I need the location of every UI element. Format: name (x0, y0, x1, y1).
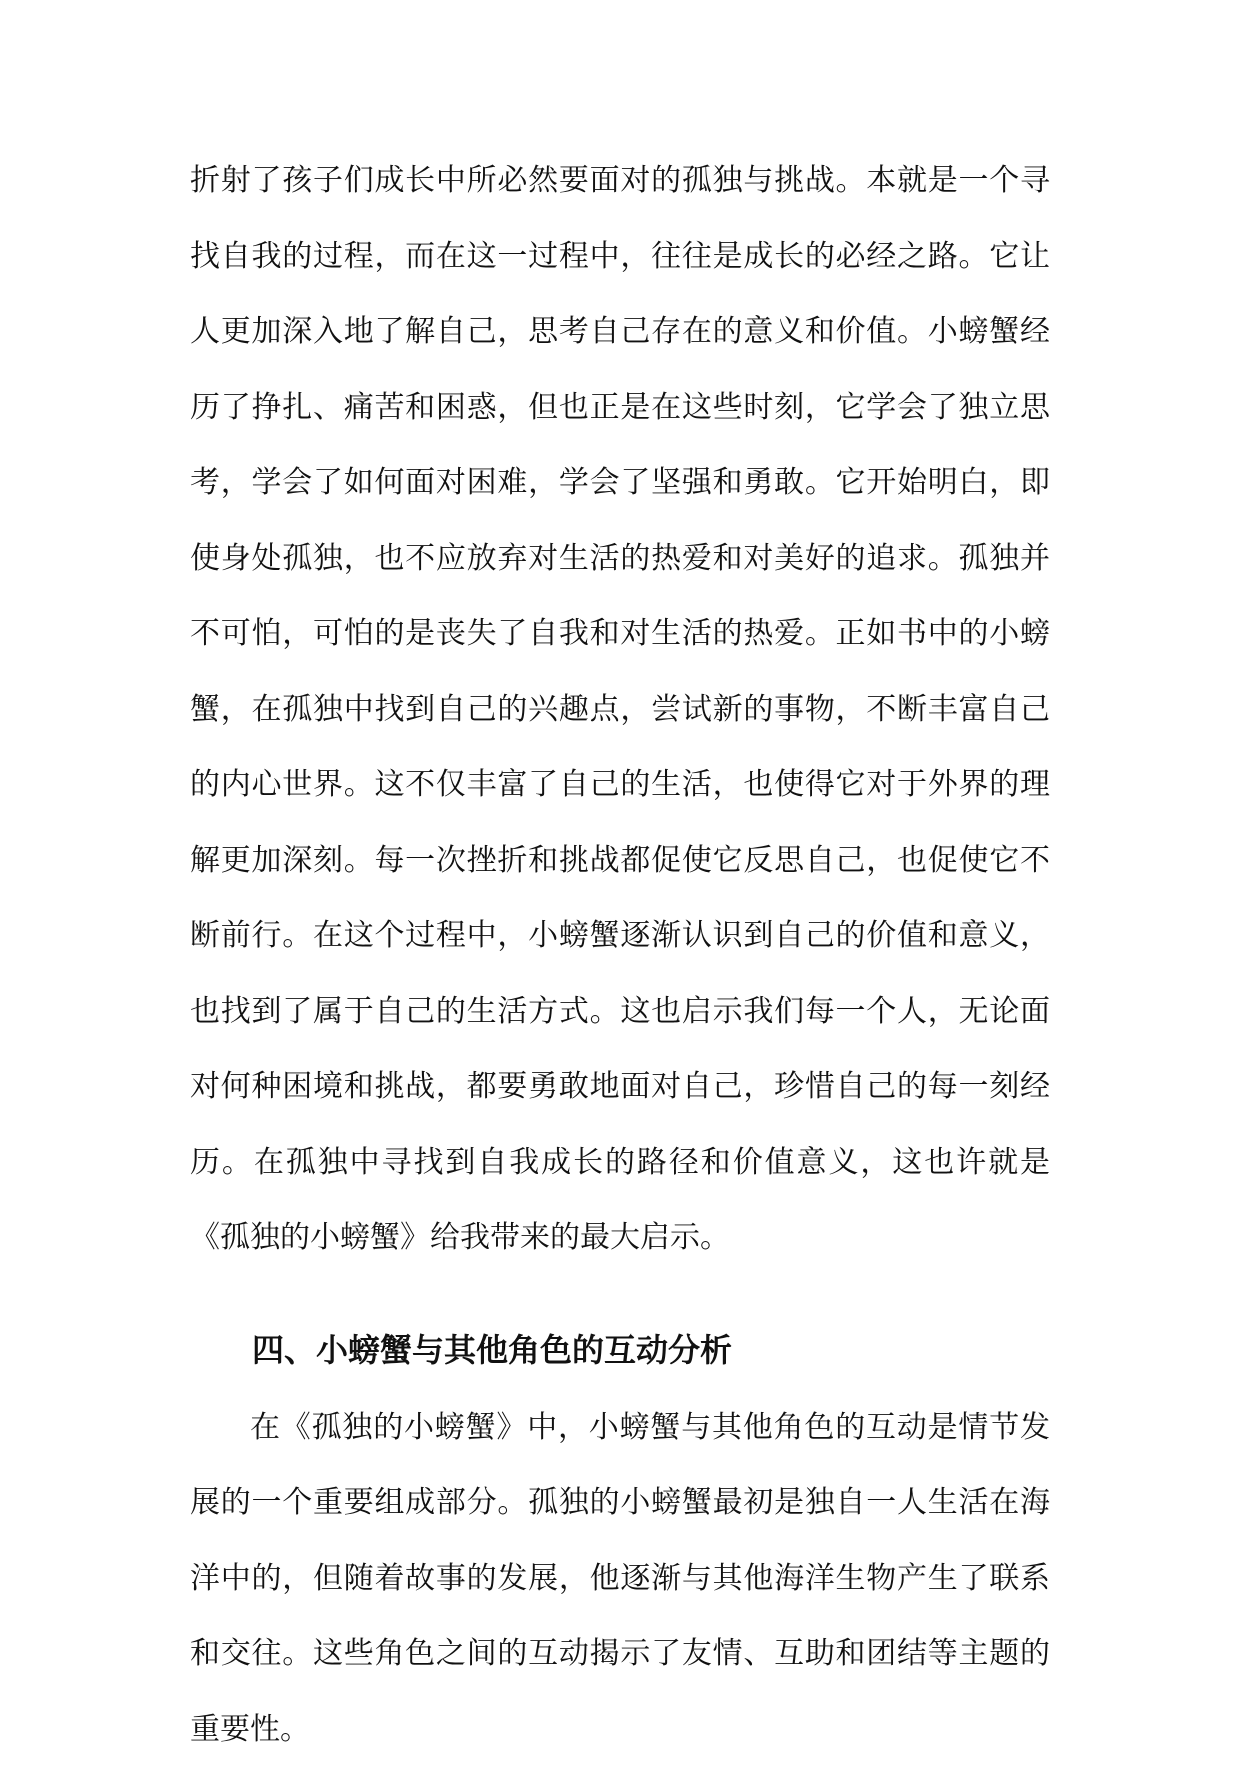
body-paragraph-continued: 折射了孩子们成长中所必然要面对的孤独与挑战。本就是一个寻找自我的过程，而在这一过程中，往往是成长的必经之路。它让人更加深入地了解自己，思考自己存在的意义和价值。小螃蟹经历了挣扎、痛苦和困惑，但也正是在这些时刻，它学会了独立思考，学会了如何面对困难，学会了坚强和勇敢。它开始明白，即使身处孤独，也不应放弃对生活的热爱和对美好的追求。孤独并不可怕，可怕的是丧失了自我和对生活的热爱。正如书中的小螃蟹，在孤独中找到自己的兴趣点，尝试新的事物，不断丰富自己的内心世界。这不仅丰富了自己的生活，也使得它对于外界的理解更加深刻。每一次挫折和挑战都促使它反思自己，也促使它不断前行。在这个过程中，小螃蟹逐渐认识到自己的价值和意义，也找到了属于自己的生活方式。这也启示我们每一个人，无论面对何种困境和挑战，都要勇敢地面对自己，珍惜自己的每一刻经历。在孤独中寻找到自我成长的路径和价值意义，这也许就是《孤独的小螃蟹》给我带来的最大启示。 (190, 143, 1050, 1276)
section-paragraph: 在《孤独的小螃蟹》中，小螃蟹与其他角色的互动是情节发展的一个重要组成部分。孤独的小螃蟹最初是独自一人生活在海洋中的，但随着故事的发展，他逐渐与其他海洋生物产生了联系和交往。这些角色之间的互动揭示了友情、互助和团结等主题的重要性。 (190, 1390, 1050, 1767)
section-heading: 四、小螃蟹与其他角色的互动分析 (190, 1310, 1050, 1390)
document-body (190, 143, 1050, 1767)
